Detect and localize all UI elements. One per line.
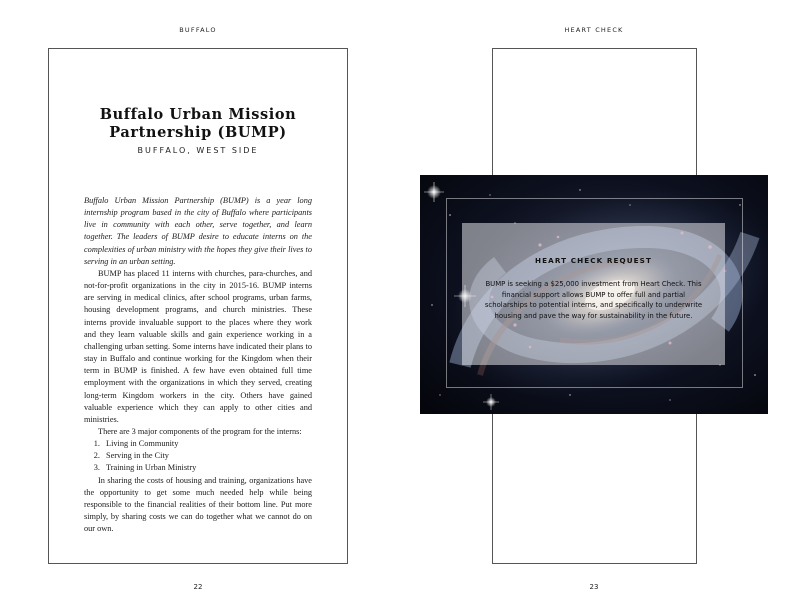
page-number-right: 23	[589, 583, 599, 591]
heart-check-callout	[462, 223, 725, 365]
paragraph-3: In sharing the costs of housing and training, organizations have the opportunity to get some much needed help while being responsible to the financial realities of their bottom line. Put more simply, by sharing costs we can do together what we cannot do on our own.	[84, 475, 312, 534]
list-item: 2. Serving in the City	[102, 450, 312, 462]
list-item: 3. Training in Urban Ministry	[102, 462, 312, 474]
page-subtitle: BUFFALO, WEST SIDE	[137, 146, 259, 155]
list-intro: There are 3 major components of the program for the interns:	[98, 426, 302, 436]
callout-text: BUMP is seeking a $25,000 investment from Heart Check. This financial support allows BUMP to offer full and partial scholarships to potential interns, and specifically to underwrite housing and pave the way for sustainability in the future.	[484, 280, 703, 320]
lead-paragraph: Buffalo Urban Mission Partnership (BUMP) is a year long internship program based in the city of Buffalo where participants live in community with each other, serve together, and learn together. The leaders of BUMP desire to educate interns on the complexities of urban ministry with the hopes they give their lives to serving in an urban setting.	[84, 196, 312, 266]
components-list	[84, 438, 312, 474]
list-item: 1. Living in Community	[102, 438, 312, 450]
page-title	[60, 106, 336, 142]
callout-title: HEART CHECK REQUEST	[535, 256, 652, 265]
running-head-right: HEART CHECK	[564, 26, 624, 34]
paragraph-2: BUMP has placed 11 interns with churches, para-churches, and not-for-profit organizations in the city in 2015-16. BUMP interns are serving in medical clinics, after school programs, urban farms, housing development programs, and church ministries. These interns provide invaluable support to the places where they work and they learn valuable skills and gain experience working in a challenging urban setting. Some interns have indicated their plans to stay in Buffalo and continue working for the Kingdom when their term in BUMP is finished. A few have even obtained full time employment with the organizations in which they served, creating long-term Kingdom workers in the city. Others have gained valuable experience which they can apply to other cities and ministries.	[84, 268, 312, 424]
running-head-left: BUFFALO	[179, 26, 217, 34]
page-number-left: 22	[193, 583, 203, 591]
title-line-2: Partnership (BUMP)	[109, 124, 287, 141]
body-text	[84, 195, 312, 535]
title-line-1: Buffalo Urban Mission	[99, 106, 297, 123]
